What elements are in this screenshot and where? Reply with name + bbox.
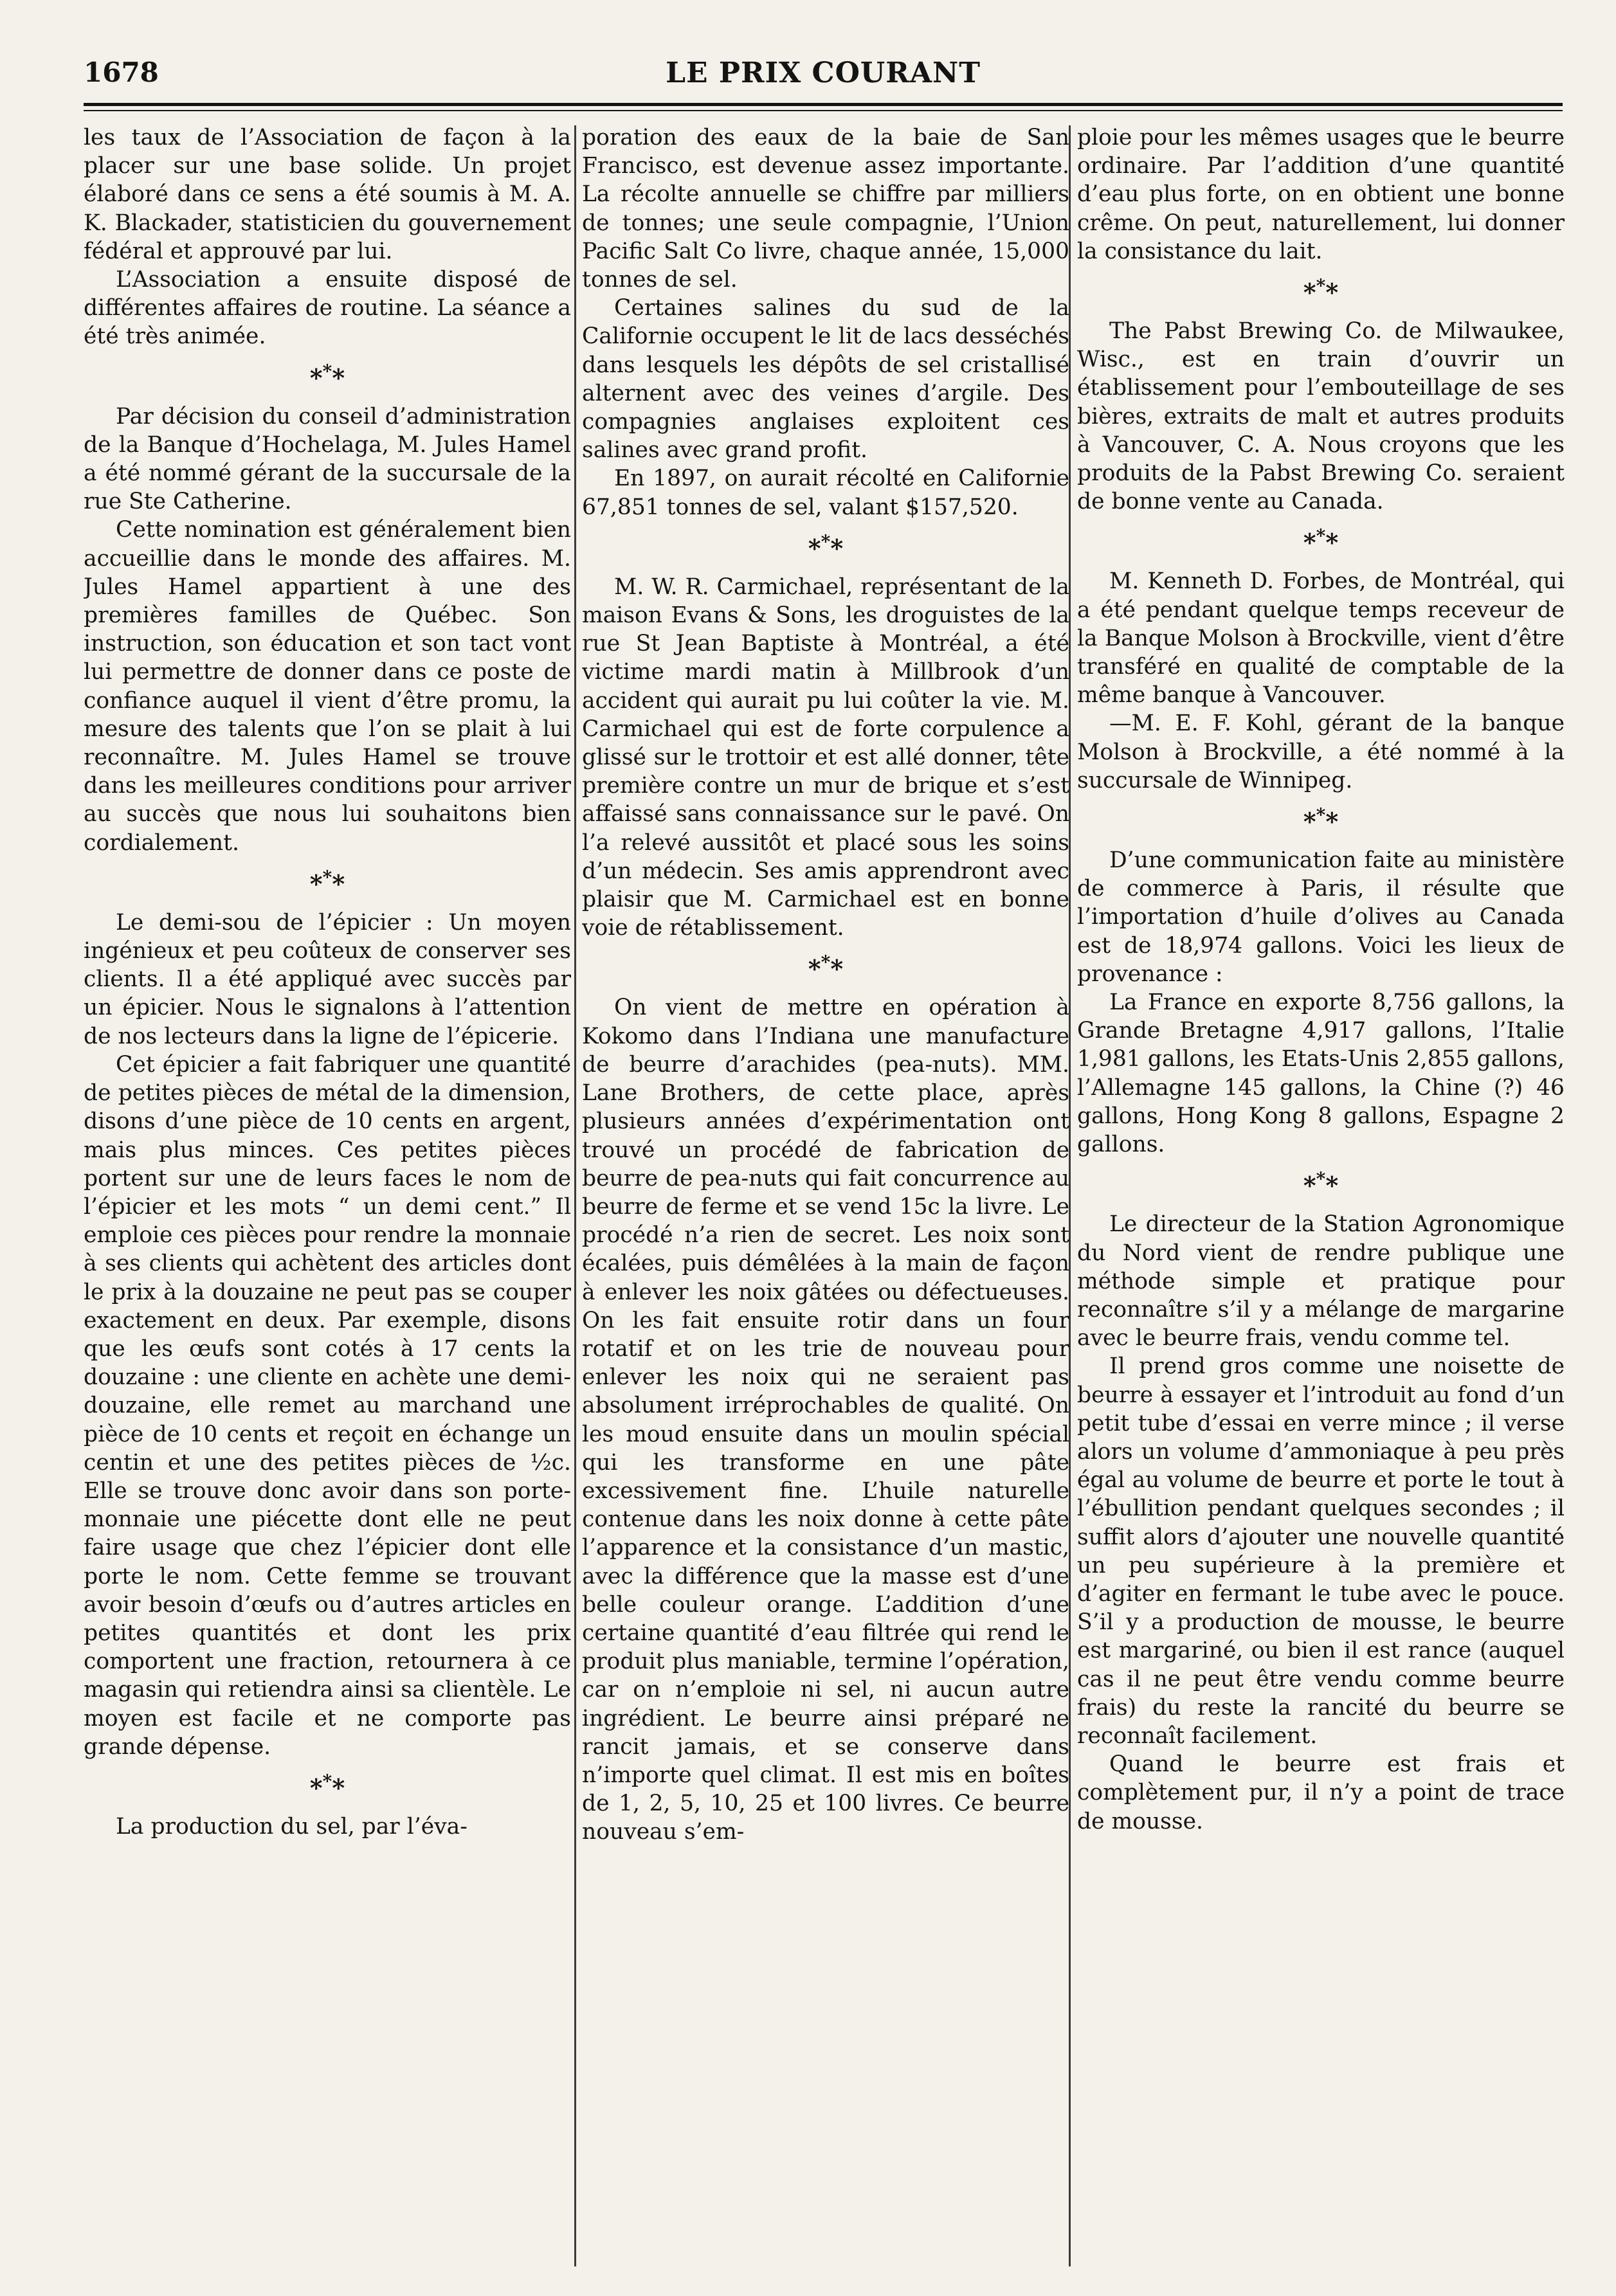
section-separator: *** <box>1303 275 1339 307</box>
article-paragraph: La production du sel, par l’éva- <box>116 1813 468 1840</box>
column-divider <box>574 125 576 2266</box>
header-rule-thick <box>84 103 1563 106</box>
article-paragraph: poration des eaux de la baie de San Francisco, est devenue assez importante. La récolte annuelle se chiffre par milliers de tonnes; une seule compagnie, l’Union Pacific Salt Co livre, chaque année, 15,000 tonnes de sel. <box>582 125 1069 293</box>
section-separator: *** <box>1303 525 1339 557</box>
article-paragraph: L’Association a ensuite disposé de différentes affaires de routine. La séance a été très animée. <box>84 267 571 350</box>
article-paragraph: D’une communication faite au ministère de commerce à Paris, il résulte que l’importation d’huile d’olives au Canada est de 18,974 gallons. Voici les lieux de provenance : <box>1077 847 1565 987</box>
article-paragraph: —M. E. F. Kohl, gérant de la banque Molson à Brockville, a été nommé à la succursale de Winnipeg. <box>1077 710 1565 793</box>
page-number: 1678 <box>84 57 159 88</box>
article-paragraph: M. W. R. Carmichael, représentant de la maison Evans & Sons, les droguistes de la rue St Jean Baptiste à Montréal, a été victime mardi matin à Millbrook d’un accident qui aurait pu lui coûter la vie. M. Carmichael qui est de forte corpulence a glissé sur le trottoir et est allé donner, tête première contre un mur de brique et s’est affaissé sans connaissance sur le pavé. On l’a relevé aussitôt et placé sous les soins d’un médecin. Ses amis apprendront avec plaisir que M. Carmichael est en bonne voie de rétablissement. <box>582 574 1069 941</box>
section-separator: *** <box>808 530 844 563</box>
article-paragraph: les taux de l’Association de façon à la placer sur une base solide. Un projet élaboré dans ce sens a été soumis à M. A. K. Blackader, statisticien du gouvernement fédéral et approuvé par lui. <box>84 125 571 264</box>
article-paragraph: Il prend gros comme une noisette de beurre à essayer et l’introduit au fond d’un petit tube d’essai en verre mince ; il verse alors un volume d’ammoniaque à peu près égal au volume de beurre et porte le tout à l’ébullition pendant quelques secondes ; il suffit alors d’ajouter une nouvelle quantité un peu supérieure à la première et d’agiter en fermant le tube avec le pouce. S’il y a production de mousse, le beurre est margariné, ou bien il est rance (auquel cas il ne peut être vendu comme beurre frais) du reste la rancité du beurre se reconnaît facilement. <box>1077 1353 1565 1749</box>
page-header <box>84 39 1563 103</box>
article-paragraph: Quand le beurre est frais et complètement pur, il n’y a point de trace de mousse. <box>1077 1751 1565 1834</box>
section-separator: *** <box>1303 1168 1339 1200</box>
article-paragraph: M. Kenneth D. Forbes, de Montréal, qui a été pendant quelque temps receveur de la Banque Molson à Brockville, vient d’être transféré en qualité de comptable de la même banque à Vancouver. <box>1077 568 1565 709</box>
article-paragraph: Cet épicier a fait fabriquer une quantité de petites pièces de métal de la dimension, disons d’une pièce de 10 cents en argent, mais plus minces. Ces petites pièces portent sur une de leurs faces le nom de l’épicier et les mots “ un demi cent.” Il emploie ces pièces pour rendre la monnaie à ses clients qui achètent des articles dont le prix à la douzaine ne peut pas se couper exactement en deux. Par exemple, disons que les œufs sont cotés à 17 cents la douzaine : une cliente en achète une demi-douzaine, elle remet au marchand une pièce de 10 cents et reçoit en échange un centin et une des petites pièces de ½c. Elle se trouve donc avoir dans son porte-monnaie une piécette dont elle ne peut faire usage que chez l’épicier dont elle porte le nom. Cette femme se trouvant avoir besoin d’œufs ou d’autres articles en petites quantités et dont les prix comportent une fraction, retournera à ce magasin qui retiendra ainsi sa clientèle. Le moyen est facile et ne comporte pas grande dépense. <box>84 1051 571 1760</box>
article-paragraph: Le directeur de la Station Agronomique du Nord vient de rendre publique une méthode simple et pratique pour reconnaître s’il y a mélange de margarine avec le beurre frais, vendu comme tel. <box>1077 1211 1565 1351</box>
article-paragraph: Par décision du conseil d’administration de la Banque d’Hochelaga, M. Jules Hamel a été nommé gérant de la succursale de la rue Ste Catherine. <box>84 403 571 515</box>
section-separator: *** <box>309 866 345 898</box>
article-paragraph: Certaines salines du sud de la Californie occupent le lit de lacs desséchés dans lesquels les dépôts de sel cristallisé alternent avec des veines d’argile. Des compagnies anglaises exploitent ces salines avec grand profit. <box>582 295 1069 464</box>
column-middle <box>582 123 1069 2264</box>
section-separator: *** <box>309 1770 345 1802</box>
article-paragraph: La France en exporte 8,756 gallons, la Grande Bretagne 4,917 gallons, l’Italie 1,981 gallons, les Etats-Unis 2,855 gallons, l’Allemagne 145 gallons, la Chine (?) 46 gallons, Hong Kong 8 gallons, Espagne 2 gallons. <box>1077 990 1565 1158</box>
section-separator: *** <box>309 360 345 392</box>
article-paragraph: Le demi-sou de l’épicier : Un moyen ingénieux et peu coûteux de conserver ses clients. Il a été appliqué avec succès par un épicier. Nous le signalons à l’attention de nos lecteurs dans la ligne de l’épicerie. <box>84 909 571 1049</box>
article-paragraph: Cette nomination est généralement bien accueillie dans le monde des affaires. M. Jules Hamel appartient à une des premières familles de Québec. Son instruction, son éducation et son tact vont lui permettre de donner dans ce poste de confiance auquel il vient d’être promu, la mesure des talents que l’on se plait à lui reconnaître. M. Jules Hamel se trouve dans les meilleures conditions pour arriver au succès que nous lui souhaitons bien cordialement. <box>84 517 571 856</box>
column-right <box>1077 123 1565 2264</box>
article-paragraph: ploie pour les mêmes usages que le beurre ordinaire. Par l’addition d’une quantité d’eau plus forte, on en obtient une bonne crême. On peut, naturellement, lui donner la consistance du lait. <box>1077 125 1565 264</box>
article-paragraph: On vient de mettre en opération à Kokomo dans l’Indiana une manufacture de beurre d’arachides (pea-nuts). MM. Lane Brothers, de cette place, après plusieurs années d’expérimentation ont trouvé un procédé de fabrication de beurre de pea-nuts qui fait concurrence au beurre de ferme et se vend 15c la livre. Le procédé n’a rien de secret. Les noix sont écalées, puis démêlées à la main de façon à enlever les noix gâtées ou défectueuses. On les fait ensuite rotir dans un four rotatif et on les trie de nouveau pour enlever les noix qui ne seraient pas absolument irréprochables de qualité. On les moud ensuite dans un moulin spécial qui les transforme en une pâte excessivement fine. L’huile naturelle contenue dans les noix donne à cette pâte l’apparence et la consistance d’un mastic, avec la différence que la masse est d’une belle couleur orange. L’addition d’une certaine quantité d’eau filtrée qui rend le produit plus maniable, termine l’opération, car on n’emploie ni sel, ni aucun autre ingrédient. Le beurre ainsi préparé ne rancit jamais, et se conserve dans n’importe quel climat. Il est mis en boîtes de 1, 2, 5, 10, 25 et 100 livres. Ce beurre nouveau s’em- <box>582 995 1069 1845</box>
section-separator: *** <box>1303 804 1339 836</box>
journal-title: LE PRIX COURANT <box>666 57 981 89</box>
column-left <box>84 123 571 2264</box>
section-separator: *** <box>808 952 844 984</box>
header-rule-thin <box>84 110 1563 111</box>
article-paragraph: The Pabst Brewing Co. de Milwaukee, Wisc., est en train d’ouvrir un établissement pour l’embouteillage de ses bières, extraits de malt et autres produits à Vancouver, C. A. Nous croyons que les produits de la Pabst Brewing Co. seraient de bonne vente au Canada. <box>1077 318 1565 515</box>
article-paragraph: En 1897, on aurait récolté en Californie 67,851 tonnes de sel, valant $157,520. <box>582 466 1069 520</box>
